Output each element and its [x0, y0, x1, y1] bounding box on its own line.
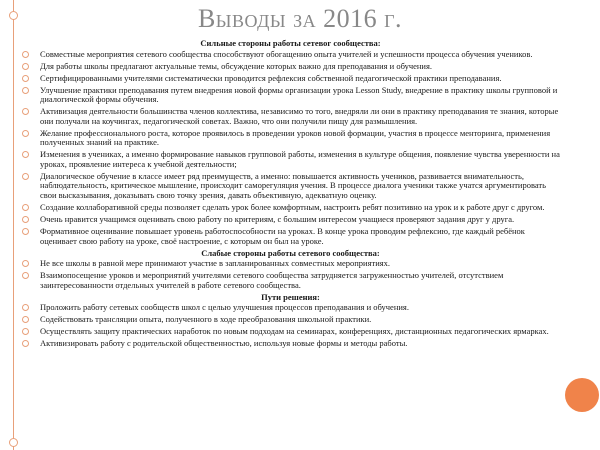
strengths-item-text: Диалогическое обучение в классе имеет ряд преимуществ, а именно: повышается активность учеников, развивается внимательность, наблюдательность, критическое мышление, происходит саморегуляция учения. В процессе диалога ученики также учатся аргументировать свои высказывания, доказывать свою точку зрения, давать объективную, адекватную оценку. — [40, 170, 547, 201]
strengths-item-text: Изменения в учениках, а именно формирование навыков групповой работы, изменения в культуре общения, появление чувства уверенности на уроках, проявление интереса к учебной деятельности; — [40, 149, 560, 169]
weaknesses-list — [19, 259, 562, 290]
strengths-item-text: Для работы школы предлагают актуальные темы, обсуждение которых важно для преподавания и обучения. — [40, 60, 433, 71]
strengths-list-item — [19, 62, 562, 72]
bullet-circle-icon — [22, 260, 29, 267]
strengths-list-item — [19, 227, 562, 246]
decorative-orange-circle — [565, 378, 599, 412]
strengths-list-item — [19, 86, 562, 105]
bullet-circle-icon — [22, 304, 29, 311]
strengths-list-item — [19, 150, 562, 169]
strengths-item-text: Желание профессионального роста, которое проявилось в проведении уроков новой формации, участия в процессе менторинга, применения полученных знаний на практике. — [40, 127, 551, 148]
solutions-list-item — [19, 327, 562, 337]
strengths-heading: Сильные стороны работы сетевог сообщества: — [200, 38, 381, 48]
bullet-circle-icon — [22, 316, 29, 323]
solutions-item-text: Содействовать трансляции опыта, полученного в ходе преобразования школьной практики. — [40, 314, 372, 325]
bullet-circle-icon — [22, 216, 29, 223]
strengths-list-item — [19, 172, 562, 201]
solutions-list-item — [19, 315, 562, 325]
solutions-item-text: Проложить работу сетевых сообществ школ с целью улучшения процессов преподавания и обучения. — [40, 302, 409, 313]
solutions-item-text: Осуществлять защиту практических наработок по новым подходам на семинарах, конференциях, дистанционных педагогических ярмарках. — [40, 326, 549, 337]
strengths-item-text: Сертифицированными учителями систематически проводится рефлексия собственной педагогической практики преподавания. — [40, 72, 502, 83]
bullet-circle-icon — [22, 272, 29, 279]
weaknesses-item-text: Не все школы в равной мере принимают участие в запланированных совместных мероприятиях. — [40, 258, 391, 269]
bullet-circle-icon — [22, 340, 29, 347]
slide-title: Выводы за 2016 г. — [197, 4, 403, 33]
bullet-circle-icon — [22, 87, 29, 94]
strengths-list-item — [19, 129, 562, 148]
bullet-circle-icon — [22, 204, 29, 211]
strengths-list-item — [19, 203, 562, 213]
left-rail-line — [13, 0, 14, 450]
bullet-circle-icon — [22, 173, 29, 180]
bullet-circle-icon — [22, 51, 29, 58]
strengths-item-text: Улучшение практики преподавания путем внедрения новой формы организации урока Lesson Study, внедрение в практику школы групповой и диалогической формы обучения. — [40, 84, 558, 105]
strengths-item-text: Создание коллаборативной среды позволяет сделать урок более комфортным, настроить ребят позитивно на урок и к работе друг с другом. — [40, 202, 545, 213]
strengths-list-item — [19, 74, 562, 84]
strengths-list-item — [19, 215, 562, 225]
weaknesses-list-item — [19, 259, 562, 269]
weaknesses-item-text: Взаимопосещение уроков и мероприятий учителями сетевого сообщества затрудняется загруженностью учителей, отсутствием заинтересованности отдельных учителей в работе сетевого сообщества. — [40, 270, 504, 290]
solutions-heading: Пути решения: — [261, 291, 320, 302]
rail-bottom-dot — [9, 438, 18, 447]
strengths-list-item — [19, 50, 562, 60]
solutions-list — [19, 303, 562, 349]
bullet-circle-icon — [22, 108, 29, 115]
solutions-list-item — [19, 303, 562, 313]
strengths-list — [19, 50, 562, 247]
strengths-item-text: Очень нравится учащимся оценивать свою работу по критериям, с большим интересом учащиеся проверяют задания друг у друга. — [40, 214, 515, 225]
strengths-item-text: Активизация деятельности большинства членов коллектива, независимо то того, внедряли ли они в практику преподавания те знания, которые они получали на коучингах, педагогической советах. Важно, что они получили пищу для размышления. — [40, 106, 559, 126]
bullet-circle-icon — [22, 75, 29, 82]
solutions-list-item — [19, 339, 562, 349]
solutions-item-text: Активизировать работу с родительской общественностью, используя новые формы и методы работы. — [40, 338, 408, 349]
weaknesses-list-item — [19, 271, 562, 290]
bullet-circle-icon — [22, 151, 29, 158]
slide-content — [19, 38, 562, 351]
bullet-circle-icon — [22, 63, 29, 70]
bullet-circle-icon — [22, 228, 29, 235]
strengths-item-text: Совместные мероприятия сетевого сообщества способствуют обогащению опыта учителей и успешности процесса обучения учеников. — [40, 48, 533, 59]
weaknesses-heading: Слабые стороны работы сетевого сообщества: — [201, 247, 380, 258]
strengths-list-item — [19, 107, 562, 126]
strengths-item-text: Формативное оценивание повышает уровень работоспособности на уроках. В конце урока проводим рефлексию, где каждый ребёнок оценивает свою работу на уроке, своё настроение, с которым он был на уроке. — [40, 226, 525, 246]
bullet-circle-icon — [22, 328, 29, 335]
bullet-circle-icon — [22, 130, 29, 137]
